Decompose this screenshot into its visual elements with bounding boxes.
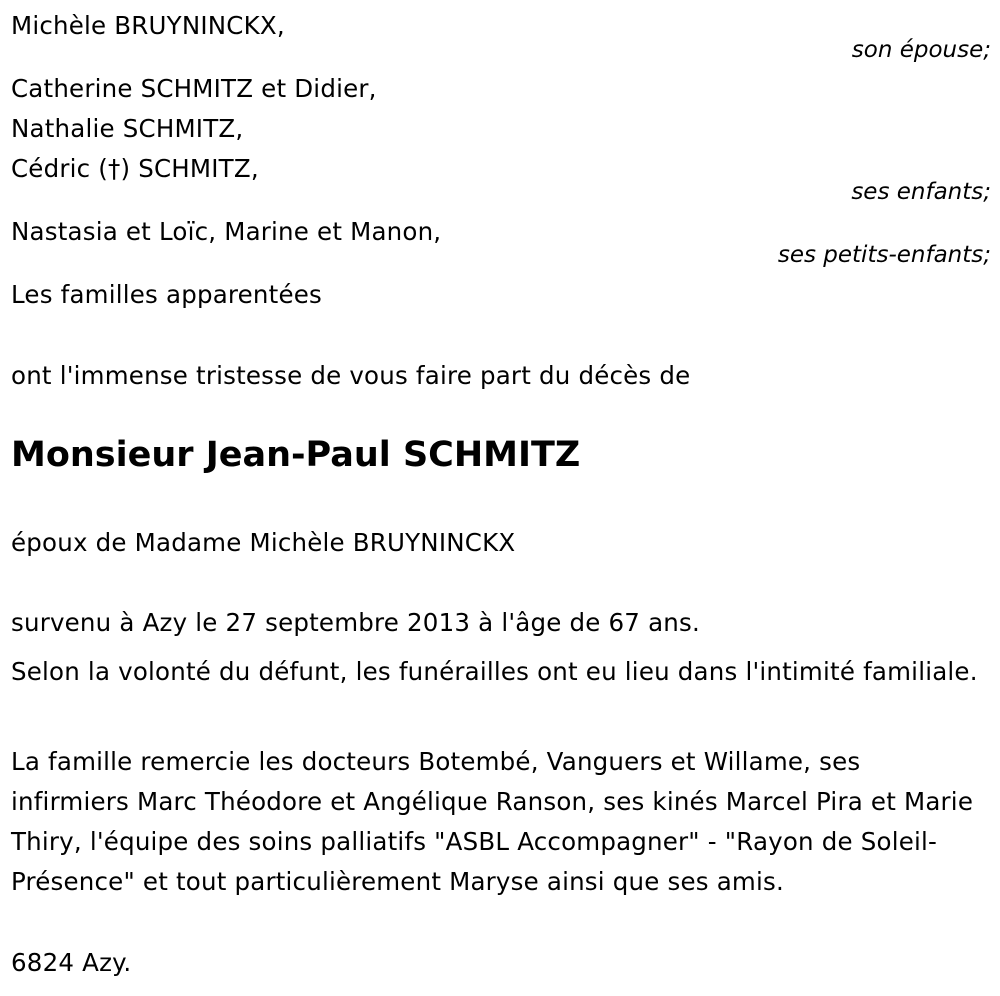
child-name: Cédric (†) SCHMITZ, <box>11 154 259 183</box>
deceased-name: Monsieur Jean-Paul SCHMITZ <box>11 435 581 475</box>
thanks-paragraph: La famille remercie les docteurs Botembé, Vanguers et Willame, ses infirmiers Marc Théodore et Angélique Ranson, ses kinés Marcel Pira et Marie Thiry, l'équipe des soins palliatifs "ASBL Accompagner" - "Rayon de Soleil-Présence" et tout particulièrement Maryse ainsi que ses amis. <box>11 747 974 896</box>
address-line: 6824 Azy. <box>11 948 132 977</box>
child-name: Catherine SCHMITZ et Didier, <box>11 74 377 103</box>
spouse-name: Michèle BRUYNINCKX, <box>11 11 285 40</box>
grandchildren-role: ses petits-enfants; <box>777 242 991 268</box>
relatives-line: Les familles apparentées <box>11 280 322 309</box>
death-details: survenu à Azy le 27 septembre 2013 à l'âge de 67 ans. <box>11 608 700 637</box>
child-name: Nathalie SCHMITZ, <box>11 114 244 143</box>
funeral-note: Selon la volonté du défunt, les funérailles ont eu lieu dans l'intimité familiale. <box>11 657 978 686</box>
spouse-role: son épouse; <box>851 37 991 63</box>
announcement-intro: ont l'immense tristesse de vous faire part du décès de <box>11 361 691 390</box>
children-role: ses enfants; <box>851 179 991 205</box>
grandchildren-names: Nastasia et Loïc, Marine et Manon, <box>11 217 442 246</box>
spouse-of-line: époux de Madame Michèle BRUYNINCKX <box>11 528 516 557</box>
